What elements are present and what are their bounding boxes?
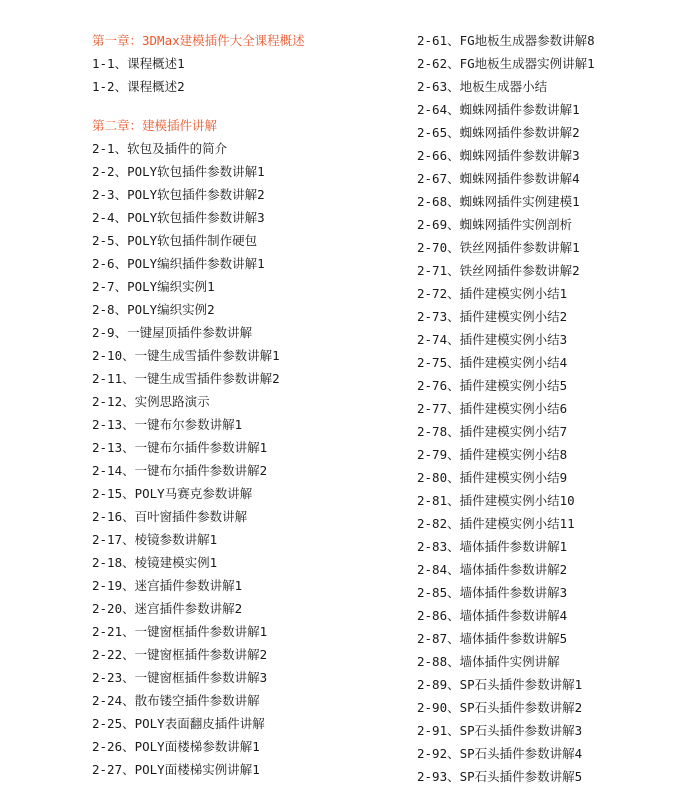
section-spacer	[92, 98, 402, 114]
lesson-item: 2-21、一键窗框插件参数讲解1	[92, 624, 268, 639]
lesson-item: 2-85、墙体插件参数讲解3	[417, 585, 568, 600]
lesson-item: 2-19、迷宫插件参数讲解1	[92, 578, 243, 593]
lesson-item: 2-16、百叶窗插件参数讲解	[92, 509, 248, 524]
lesson-item: 2-88、墙体插件实例讲解	[417, 654, 560, 669]
lesson-item: 2-91、SP石头插件参数讲解3	[417, 723, 583, 738]
lesson-item: 2-26、POLY面楼梯参数讲解1	[92, 739, 260, 754]
lesson-item: 2-10、一键生成雪插件参数讲解1	[92, 348, 280, 363]
lesson-item: 2-65、蜘蛛网插件参数讲解2	[417, 125, 580, 140]
lesson-item: 2-2、POLY软包插件参数讲解1	[92, 164, 265, 179]
lesson-item: 2-92、SP石头插件参数讲解4	[417, 746, 583, 761]
lesson-item: 2-5、POLY软包插件制作硬包	[92, 233, 258, 248]
lesson-item: 2-68、蜘蛛网插件实例建模1	[417, 194, 580, 209]
lesson-item: 2-74、插件建模实例小结3	[417, 332, 568, 347]
lesson-item: 2-17、棱镜参数讲解1	[92, 532, 218, 547]
lesson-item: 2-86、墙体插件参数讲解4	[417, 608, 568, 623]
lesson-item: 2-20、迷宫插件参数讲解2	[92, 601, 243, 616]
lesson-item: 2-70、铁丝网插件参数讲解1	[417, 240, 580, 255]
lesson-item: 2-13、一键布尔参数讲解1	[92, 417, 243, 432]
lesson-item: 2-83、墙体插件参数讲解1	[417, 539, 568, 554]
lesson-item: 2-89、SP石头插件参数讲解1	[417, 677, 583, 692]
lesson-item: 2-76、插件建模实例小结5	[417, 378, 568, 393]
lesson-item: 2-25、POLY表面翻皮插件讲解	[92, 716, 265, 731]
lesson-item: 2-75、插件建模实例小结4	[417, 355, 568, 370]
lesson-item: 2-4、POLY软包插件参数讲解3	[92, 210, 265, 225]
lesson-item: 2-22、一键窗框插件参数讲解2	[92, 647, 268, 662]
lesson-item: 2-8、POLY编织实例2	[92, 302, 215, 317]
lesson-item: 2-93、SP石头插件参数讲解5	[417, 769, 583, 784]
lesson-item: 2-18、棱镜建模实例1	[92, 555, 218, 570]
lesson-item: 1-2、课程概述2	[92, 79, 185, 94]
lesson-item: 2-79、插件建模实例小结8	[417, 447, 568, 462]
lesson-item: 2-15、POLY马赛克参数讲解	[92, 486, 253, 501]
lesson-item: 2-14、一键布尔插件参数讲解2	[92, 463, 268, 478]
lesson-item: 2-23、一键窗框插件参数讲解3	[92, 670, 268, 685]
course-outline-right-column	[417, 29, 697, 788]
lesson-item: 2-63、地板生成器小结	[417, 79, 548, 94]
lesson-item: 2-87、墙体插件参数讲解5	[417, 631, 568, 646]
lesson-item: 2-3、POLY软包插件参数讲解2	[92, 187, 265, 202]
lesson-item: 2-11、一键生成雪插件参数讲解2	[92, 371, 280, 386]
lesson-item: 2-61、FG地板生成器参数讲解8	[417, 33, 595, 48]
lesson-item: 2-12、实例思路演示	[92, 394, 210, 409]
lesson-item: 2-67、蜘蛛网插件参数讲解4	[417, 171, 580, 186]
lesson-item: 2-62、FG地板生成器实例讲解1	[417, 56, 595, 71]
lesson-item: 2-72、插件建模实例小结1	[417, 286, 568, 301]
lesson-item: 2-6、POLY编织插件参数讲解1	[92, 256, 265, 271]
lesson-item: 2-27、POLY面楼梯实例讲解1	[92, 762, 260, 777]
lesson-item: 2-1、软包及插件的简介	[92, 141, 228, 156]
lesson-item: 2-7、POLY编织实例1	[92, 279, 215, 294]
lesson-item: 2-84、墙体插件参数讲解2	[417, 562, 568, 577]
course-outline-left-column	[92, 29, 402, 781]
chapter-heading: 第一章：3DMax建模插件大全课程概述	[92, 33, 305, 48]
lesson-item: 2-80、插件建模实例小结9	[417, 470, 568, 485]
chapter-heading: 第二章：建模插件讲解	[92, 118, 218, 133]
lesson-item: 2-13、一键布尔插件参数讲解1	[92, 440, 268, 455]
lesson-item: 2-69、蜘蛛网插件实例剖析	[417, 217, 573, 232]
lesson-item: 2-82、插件建模实例小结11	[417, 516, 575, 531]
lesson-item: 2-77、插件建模实例小结6	[417, 401, 568, 416]
lesson-item: 2-9、一键屋顶插件参数讲解	[92, 325, 253, 340]
lesson-item: 2-66、蜘蛛网插件参数讲解3	[417, 148, 580, 163]
lesson-item: 2-90、SP石头插件参数讲解2	[417, 700, 583, 715]
lesson-item: 2-81、插件建模实例小结10	[417, 493, 575, 508]
lesson-item: 2-24、散布镂空插件参数讲解	[92, 693, 260, 708]
lesson-item: 2-78、插件建模实例小结7	[417, 424, 568, 439]
lesson-item: 2-71、铁丝网插件参数讲解2	[417, 263, 580, 278]
lesson-item: 1-1、课程概述1	[92, 56, 185, 71]
lesson-item: 2-73、插件建模实例小结2	[417, 309, 568, 324]
lesson-item: 2-64、蜘蛛网插件参数讲解1	[417, 102, 580, 117]
